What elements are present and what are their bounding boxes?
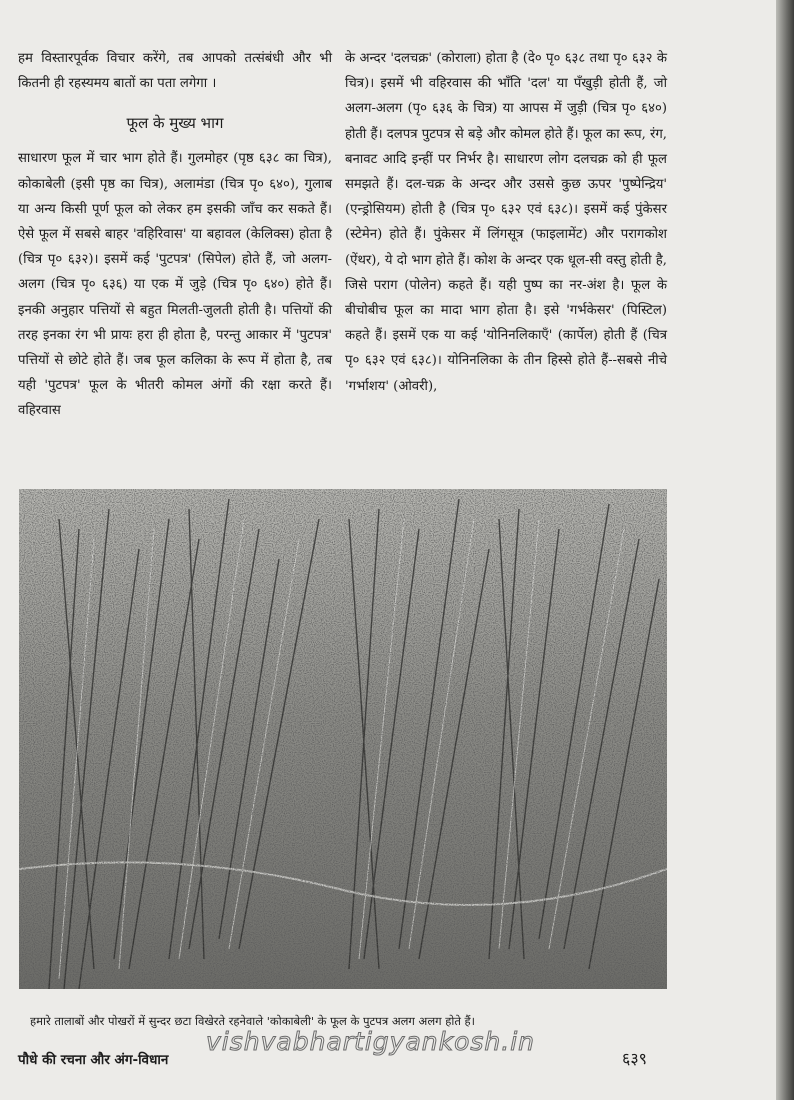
photo-caption: हमारे तालाबों और पोखरों में सुन्दर छटा विखेरते रहनेवाले 'कोकाबेली' के फूल के पुटपत्र अलग अलग होते हैं। — [30, 1014, 476, 1028]
left-text-column — [18, 46, 332, 424]
corolla-paragraph: के अन्दर 'दलचक्र' (कोराला) होता है (दे० पृ० ६३८ तथा पृ० ६३२ के चित्र)। इसमें भी वहिरवास की भाँति 'दल' या पँखुड़ी होती हैं, जो अलग-अलग (पृ० ६३६ के चित्र) या आपस में जुड़ी (चित्र पृ० ६४०) होती हैं। दलपत्र पुटपत्र से बड़े और कोमल होते हैं। फूल का रूप, रंग, बनावट आदि इन्हीं पर निर्भर है। साधारण लोग दलचक्र को ही फूल समझते हैं। दल-चक्र के अन्दर और उससे कुछ ऊपर 'पुष्पेन्द्रिय' (एन्ड्रोसियम) होती है (चित्र पृ० ६३२ एवं ६३८)। इसमें कई पुंकेसर (स्टेमेन) होते हैं। पुंकेसर में लिंगसूत्र (फाइलामेंट) और परागकोश (ऐंथर), ये दो भाग होते हैं। कोश के अन्दर एक धूल-सी वस्तु होती है, जिसे पराग (पोलेन) कहते हैं। यही पुष्प का नर-अंश है। फूल के बीचोबीच फूल का मादा भाग होता है। इसे 'गर्भकेसर' (पिस्टिल) कहते हैं। इसमें एक या कई 'योनिनलिकाएँ' (कार्पेल) होती हैं (चित्र पृ० ६३२ एवं ६३८)। योनिनलिका के तीन हिस्से होते हैं--सबसे नीचे 'गर्भाशय' (ओवरी), — [345, 51, 667, 394]
kokabeli-photo — [19, 489, 667, 989]
site-watermark: vishvabhartigyankosh.in — [206, 1027, 535, 1056]
book-spine-shadow — [776, 0, 794, 1100]
flower-parts-paragraph: साधारण फूल में चार भाग होते हैं। गुलमोहर (पृष्ठ ६३८ का चित्र), कोकाबेली (इसी पृष्ठ का चित्र), अलामंडा (चित्र पृ० ६४०), गुलाब या अन्य किसी पूर्ण फूल को लेकर हम इसकी जाँच कर सकते हैं। ऐसे फूल में सबसे बाहर 'वहिरिवास' या बहावल (केलिक्स) होता है (चित्र पृ० ६३२)। इसमें कई 'पुटपत्र' (सिपेल) होते हैं, जो अलग-अलग (चित्र पृ० ६३६) या एक में जुड़े (चित्र पृ० ६४०) होते हैं। इनकी अनुहार पत्तियों से बहुत मिलती-जुलती होती है। पत्तियों की तरह इनका रंग भी प्रायः हरा ही होता है, परन्तु आकार में 'पुटपत्र' पत्तियों से छोटे होते हैं। जब फूल कलिका के रूप में होता है, तब यही 'पुटपत्र' फूल के भीतरी कोमल अंगों की रक्षा करते हैं। वहिरवास — [18, 151, 332, 419]
reed-plants-illustration — [19, 489, 667, 989]
running-footer-title: पौधे की रचना और अंग-विधान — [18, 1052, 169, 1068]
intro-paragraph: हम विस्तारपूर्वक विचार करेंगे, तब आपको तत्संबंधी और भी कितनी ही रहस्यमय बातों का पता लगेगा । — [18, 51, 332, 92]
right-text-column — [345, 46, 667, 399]
page-number: ६३९ — [622, 1049, 647, 1068]
section-heading: फूल के मुख्य भाग — [126, 114, 224, 133]
